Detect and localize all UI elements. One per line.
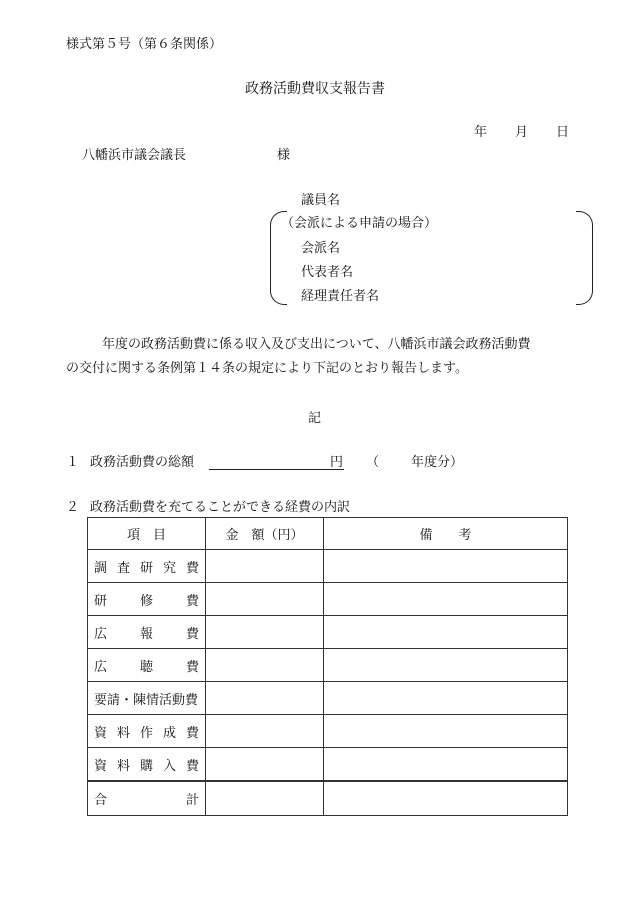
- expense-item-label: [88, 781, 206, 816]
- date-month-label: 月: [515, 125, 529, 140]
- addressee-honorific: 様: [277, 148, 291, 163]
- remarks-cell[interactable]: [324, 682, 568, 715]
- expense-item-char: 作: [139, 725, 153, 741]
- expense-item-text: [94, 590, 199, 609]
- column-header-remarks: 備 考: [324, 518, 568, 550]
- remarks-cell[interactable]: [324, 748, 568, 782]
- expense-item-char: 修: [139, 593, 153, 609]
- section2-label: 政務活動費を充てることができる経費の内訳: [90, 500, 351, 515]
- expense-item-char: 費: [185, 659, 199, 675]
- expense-item-text: [94, 722, 199, 741]
- expense-table: [87, 517, 568, 816]
- expense-item-label: [88, 649, 206, 682]
- column-header-item: 項 目: [88, 518, 206, 550]
- expense-item-char: 研: [139, 560, 153, 576]
- expense-item-char: 料: [116, 758, 130, 774]
- remarks-cell[interactable]: [324, 781, 568, 816]
- expense-item-char: 計: [185, 793, 199, 808]
- addressee: 八幡浜市議会議長: [82, 148, 187, 163]
- expense-item-label: [88, 748, 206, 782]
- section2-number: ２: [66, 500, 80, 515]
- expense-item-char: 査: [116, 560, 130, 576]
- amount-cell[interactable]: [206, 583, 324, 616]
- date-year-label: 年: [474, 125, 488, 140]
- expense-item-text: [94, 557, 199, 576]
- expense-item-char: 資: [94, 758, 108, 774]
- table-row: [88, 748, 568, 782]
- paragraph-line-2: の交付に関する条例第１４条の規定により下記のとおり報告します。: [66, 361, 468, 376]
- expense-item-char: 料: [116, 725, 130, 741]
- expense-item-char: 広: [94, 626, 108, 642]
- report-paragraph: [66, 337, 580, 376]
- year-suffix: 年度分）: [411, 455, 464, 470]
- expense-item-text: [94, 789, 199, 808]
- member-name-label: 議員名: [301, 193, 341, 208]
- remarks-cell[interactable]: [324, 616, 568, 649]
- bracket-right: [576, 211, 593, 305]
- column-header-amount: 金 額（円）: [206, 518, 324, 550]
- expense-item-char: 要請・陳情活動費: [94, 692, 199, 708]
- amount-cell[interactable]: [206, 748, 324, 782]
- faction-name-label: 会派名: [301, 241, 341, 256]
- expense-item-text: [94, 689, 199, 708]
- expense-item-char: 入: [162, 758, 176, 774]
- amount-cell[interactable]: [206, 550, 324, 583]
- expense-item-char: 聴: [139, 659, 153, 675]
- faction-note: （会派による申請の場合）: [281, 216, 438, 231]
- expense-item-label: [88, 550, 206, 583]
- remarks-cell[interactable]: [324, 550, 568, 583]
- form-number: 様式第５号（第６条関係）: [66, 37, 223, 52]
- table-row: [88, 616, 568, 649]
- table-total-row: [88, 781, 568, 816]
- expense-item-char: 費: [185, 560, 199, 576]
- expense-item-char: 費: [185, 725, 199, 741]
- date-day-label: 日: [556, 125, 570, 140]
- remarks-cell[interactable]: [324, 715, 568, 748]
- table-header-row: [88, 518, 568, 550]
- expense-item-text: [94, 623, 199, 642]
- amount-cell[interactable]: [206, 649, 324, 682]
- expense-item-char: 報: [139, 626, 153, 642]
- expense-item-label: [88, 715, 206, 748]
- expense-item-char: 費: [185, 758, 199, 774]
- section1-number: １: [66, 455, 80, 470]
- remarks-cell[interactable]: [324, 649, 568, 682]
- table-row: [88, 682, 568, 715]
- paragraph-line-1: 年度の政務活動費に係る収入及び支出について、八幡浜市議会政務活動費: [102, 337, 531, 352]
- representative-label: 代表者名: [301, 265, 354, 280]
- expense-item-label: [88, 583, 206, 616]
- table-row: [88, 583, 568, 616]
- yen-label: 円: [330, 455, 344, 470]
- expense-item-char: 調: [94, 560, 108, 576]
- expense-item-char: 費: [185, 626, 199, 642]
- expense-item-text: [94, 656, 199, 675]
- document-title: 政務活動費収支報告書: [245, 81, 385, 97]
- paren-open: （: [366, 455, 380, 470]
- amount-cell[interactable]: [206, 682, 324, 715]
- table-row: [88, 715, 568, 748]
- table-row: [88, 550, 568, 583]
- expense-item-char: 成: [162, 725, 176, 741]
- expense-item-char: 資: [94, 725, 108, 741]
- ki-heading: 記: [308, 411, 322, 426]
- expense-item-char: 合: [94, 793, 108, 808]
- amount-cell[interactable]: [206, 715, 324, 748]
- expense-item-char: 費: [185, 593, 199, 609]
- total-amount-underline[interactable]: [209, 469, 344, 470]
- expense-item-char: 研: [94, 593, 108, 609]
- remarks-cell[interactable]: [324, 583, 568, 616]
- date-line: [474, 125, 569, 141]
- accounting-officer-label: 経理責任者名: [301, 289, 380, 304]
- section1-label: 政務活動費の総額: [90, 455, 195, 470]
- amount-cell[interactable]: [206, 616, 324, 649]
- expense-item-char: 購: [139, 758, 153, 774]
- expense-item-label: [88, 682, 206, 715]
- expense-item-label: [88, 616, 206, 649]
- amount-cell[interactable]: [206, 781, 324, 816]
- expense-item-text: [94, 755, 199, 774]
- expense-item-char: 究: [162, 560, 176, 576]
- expense-item-char: 広: [94, 659, 108, 675]
- table-row: [88, 649, 568, 682]
